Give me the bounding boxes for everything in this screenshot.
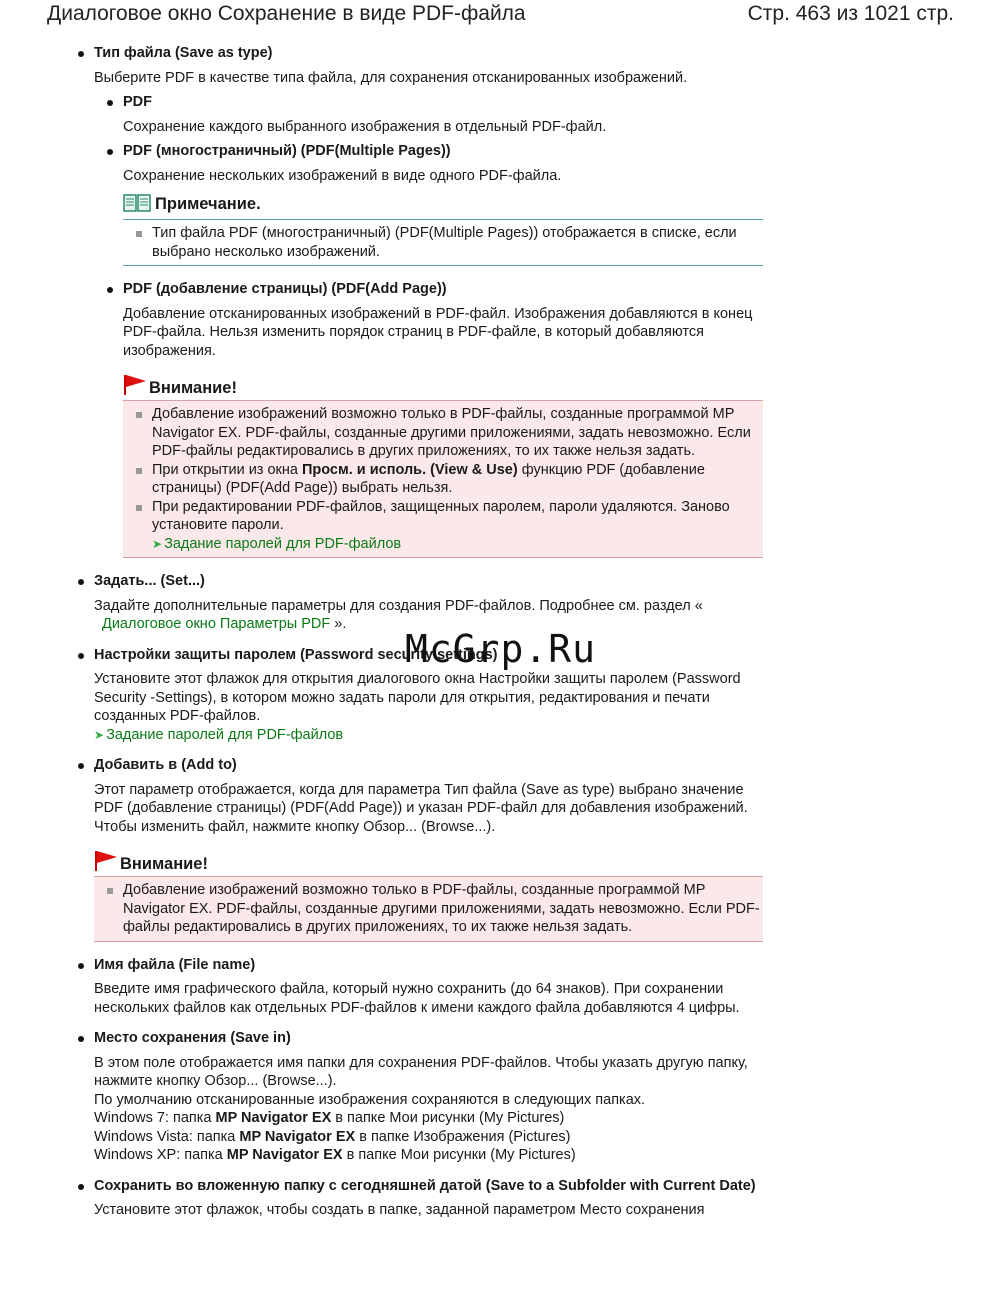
subsection-pdf	[123, 93, 763, 112]
bullet-icon	[78, 1036, 84, 1042]
subsection-heading: PDF	[123, 94, 152, 110]
section-heading: Задать... (Set...)	[94, 573, 205, 589]
bullet-icon	[78, 763, 84, 769]
warning-body	[123, 400, 763, 558]
section-text-part: Задайте дополнительные параметры для создания PDF-файлов. Подробнее см. раздел «	[94, 597, 703, 614]
bullet-icon	[78, 653, 84, 659]
square-bullet-icon	[136, 505, 142, 511]
section-save-as-type	[94, 44, 774, 63]
red-flag-icon	[123, 374, 147, 401]
folder-win7	[94, 1109, 764, 1128]
subsection-pdf-multi	[123, 142, 763, 161]
square-bullet-icon	[136, 468, 142, 474]
section-text-part: В этом поле отображается имя папки для сохранения PDF-файлов. Чтобы указать другую папку, нажмите кнопку Обзор... (Browse...).	[94, 1054, 748, 1089]
folder-name: MP Navigator EX	[215, 1110, 332, 1126]
red-flag-icon	[94, 850, 118, 877]
section-heading: Сохранить во вложенную папку с сегодняшней датой (Save to a Subfolder with Current Date)	[94, 1177, 756, 1194]
warning-link-row	[123, 535, 763, 554]
section-add-to	[94, 756, 774, 775]
section-heading: Имя файла (File name)	[94, 956, 256, 973]
warning-item	[123, 461, 763, 498]
section-heading: Настройки защиты паролем (Password security settings)	[94, 646, 498, 663]
bullet-icon	[107, 100, 113, 106]
warning-title	[123, 374, 763, 400]
section-text: Установите этот флажок, чтобы создать в папке, заданной параметром Место сохранения	[94, 1202, 705, 1218]
note-item	[123, 224, 763, 261]
warning-box	[94, 850, 763, 942]
warning-item	[94, 881, 763, 937]
warning-title-text: Внимание!	[120, 855, 208, 873]
section-text-part: По умолчанию отсканированные изображения сохраняются в следующих папках.	[94, 1091, 646, 1108]
bullet-icon	[107, 149, 113, 155]
window-name: Просм. и исполь. (View & Use)	[301, 461, 518, 478]
page-header	[0, 0, 1000, 34]
warning-item-text: Добавление изображений возможно только в PDF-файлы, созданные программой MP Navigator EX. PDF-файлы, созданные другими приложениями, задать невозможно. Если PDF-файлы редактировались в других приложениях, то их также нельзя задать.	[152, 406, 751, 459]
bullet-icon	[78, 963, 84, 969]
warning-title	[94, 850, 763, 876]
section-text: Введите имя графического файла, который нужно сохранить (до 64 знаков). При сохранении нескольких файлов как отдельных PDF-файлов к имени каждого файла добавляются 4 цифры.	[94, 981, 740, 1016]
bullet-icon	[78, 579, 84, 585]
bullet-icon	[78, 1184, 84, 1190]
subsection-text: Сохранение нескольких изображений в виде одного PDF-файла.	[123, 167, 562, 184]
warning-item	[123, 498, 763, 535]
warning-box	[123, 374, 763, 558]
section-set	[94, 572, 774, 591]
folder-location: в папке Мои рисунки (My Pictures)	[342, 1147, 576, 1163]
folder-vista	[94, 1128, 764, 1147]
os-label: Windows XP: папка	[94, 1147, 227, 1163]
warning-title-text: Внимание!	[149, 379, 237, 397]
folder-location: в папке Изображения (Pictures)	[355, 1128, 571, 1145]
page-counter: Стр. 463 из 1021 стр.	[747, 2, 954, 25]
note-title-text: Примечание.	[155, 195, 261, 213]
pdf-settings-link[interactable]: Диалоговое окно Параметры PDF	[102, 616, 331, 632]
folder-name: MP Navigator EX	[226, 1147, 343, 1163]
section-text: Выберите PDF в качестве типа файла, для сохранения отсканированных изображений.	[94, 69, 688, 86]
note-box	[123, 193, 763, 266]
section-text-part: ».	[330, 616, 347, 632]
password-link[interactable]: Задание паролей для PDF-файлов	[164, 535, 402, 552]
green-arrow-icon: ➤	[94, 727, 105, 742]
section-heading: Тип файла (Save as type)	[94, 45, 273, 61]
subsection-heading: PDF (добавление страницы) (PDF(Add Page))	[123, 281, 447, 297]
note-body	[123, 219, 763, 266]
warning-item	[123, 405, 763, 461]
square-bullet-icon	[136, 412, 142, 418]
section-save-in	[94, 1029, 774, 1048]
note-item-text: Тип файла PDF (многостраничный) (PDF(Multiple Pages)) отображается в списке, если выбрано несколько изображений.	[152, 225, 737, 260]
subsection-text: Добавление отсканированных изображений в PDF-файл. Изображения добавляются в конец PDF-файла. Нельзя изменить порядок страниц в PDF-файле, в который добавляются изображения.	[123, 305, 753, 359]
warning-body	[94, 876, 763, 942]
section-text: Установите этот флажок для открытия диалогового окна Настройки защиты паролем (Password Security -Settings), в котором можно задать пароли для открытия, редактирования и печати созданных PDF-файлов.	[94, 671, 741, 724]
green-arrow-icon: ➤	[152, 536, 163, 551]
subsection-text: Сохранение каждого выбранного изображения в отдельный PDF-файл.	[123, 118, 607, 135]
warning-item-text: При редактировании PDF-файлов, защищенных паролем, пароли удаляются. Заново установите пароли.	[152, 498, 730, 533]
password-link-row	[94, 726, 764, 745]
section-subfolder	[94, 1177, 794, 1196]
section-text	[94, 1054, 764, 1165]
warning-item-text: При открытии из окна	[152, 461, 302, 478]
os-label: Windows Vista: папка	[94, 1128, 240, 1145]
watermark: McGrp.Ru	[405, 627, 597, 671]
folder-location: в папке Мои рисунки (My Pictures)	[331, 1110, 565, 1126]
bullet-icon	[78, 51, 84, 57]
os-label: Windows 7: папка	[94, 1110, 216, 1126]
page-title: Диалоговое окно Сохранение в виде PDF-файла	[47, 2, 526, 25]
folder-xp	[94, 1146, 764, 1165]
square-bullet-icon	[107, 888, 113, 894]
section-heading: Добавить в (Add to)	[94, 757, 237, 773]
section-heading: Место сохранения (Save in)	[94, 1030, 291, 1046]
subsection-pdf-add	[123, 280, 763, 299]
subsection-heading: PDF (многостраничный) (PDF(Multiple Pages))	[123, 143, 451, 159]
warning-item-text: функцию PDF (добавление страницы) (PDF(Add Page)) выбрать нельзя.	[152, 461, 705, 496]
book-icon	[123, 193, 151, 218]
section-text: Этот параметр отображается, когда для параметра Тип файла (Save as type) выбрано значение PDF (добавление страницы) (PDF(Add Page)) и указан PDF-файл для добавления изображений. Чтобы изменить файл, нажмите кнопку Обзор... (Browse...).	[94, 781, 748, 835]
square-bullet-icon	[136, 231, 142, 237]
bullet-icon	[107, 287, 113, 293]
warning-item-text: Добавление изображений возможно только в PDF-файлы, созданные программой MP Navigator EX. PDF-файлы, созданные другими приложениями, задать невозможно. Если PDF-файлы редактировались в других приложениях, то их также нельзя задать.	[123, 882, 760, 935]
section-file-name	[94, 956, 774, 975]
password-link[interactable]: Задание паролей для PDF-файлов	[106, 726, 344, 743]
note-title	[123, 193, 763, 219]
folder-name: MP Navigator EX	[239, 1128, 356, 1145]
